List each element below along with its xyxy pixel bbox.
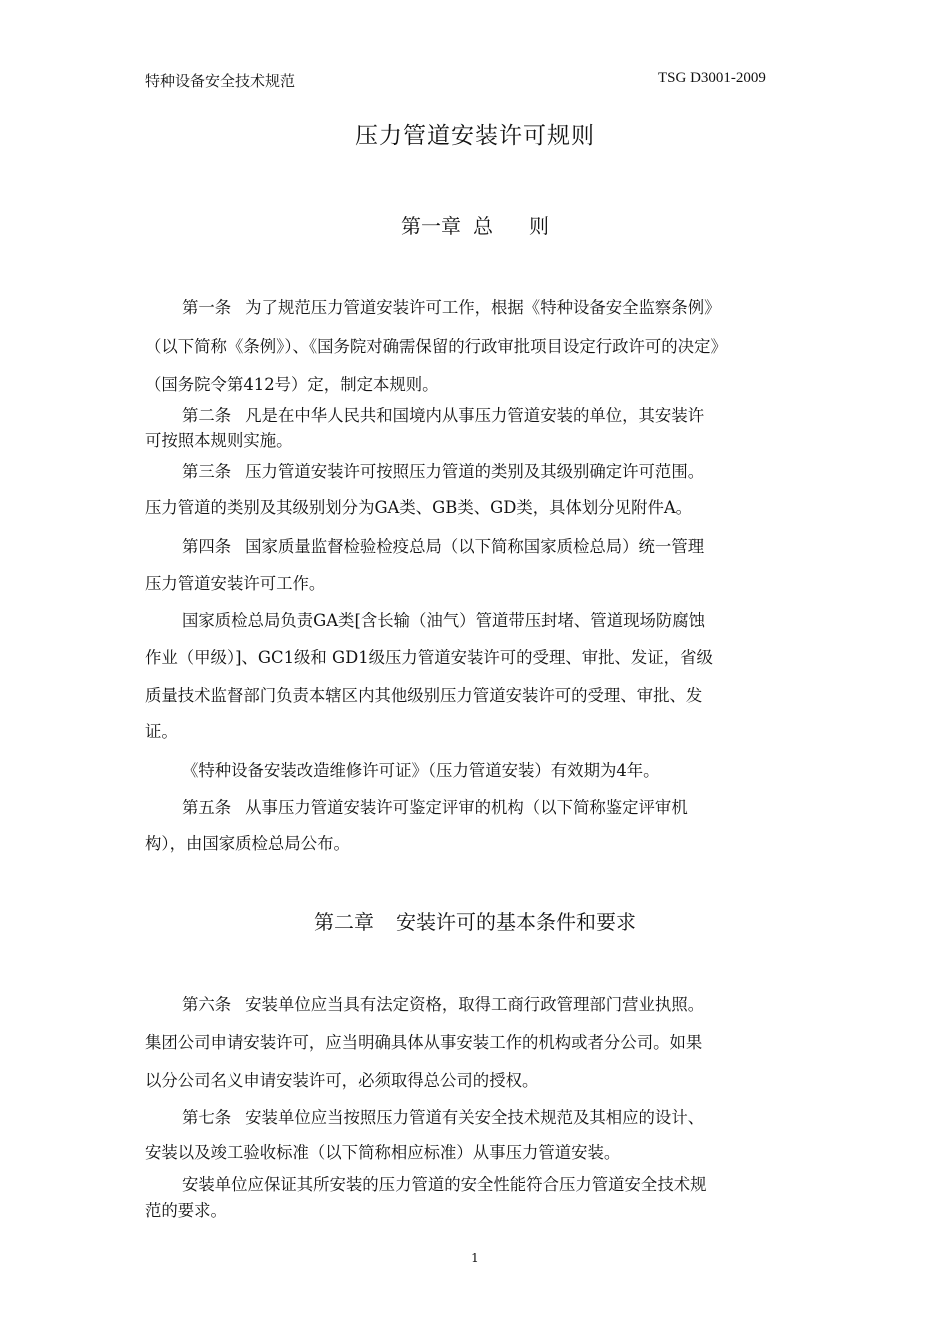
article-4-line-1 (182, 533, 704, 557)
chapter-1-heading (0, 210, 950, 239)
article-7-text-1: 安装单位应当按照压力管道有关安全技术规范及其相应的设计、 (245, 1108, 705, 1127)
article-4-para3-line-1: 《特种设备安装改造维修许可证》（压力管道安装）有效期为4年。 (182, 761, 660, 780)
article-4-para2-line-4: 证。 (145, 722, 178, 741)
article-5-line-1 (182, 794, 688, 818)
article-4-label: 第四条 (182, 537, 232, 556)
chapter-1-title-b: 则 (529, 214, 549, 238)
article-3-text-1: 压力管道安装许可按照压力管道的类别及其级别确定许可范围。 (245, 462, 705, 481)
article-7-para2-line-1: 安装单位应保证其所安装的压力管道的安全性能符合压力管道安全技术规 (182, 1175, 707, 1194)
article-2-line-2: 可按照本规则实施。 (145, 431, 293, 450)
article-4-para2-line-1: 国家质检总局负责GA类[含长输（油气）管道带压封堵、管道现场防腐蚀 (182, 611, 706, 630)
document-title: 压力管道安装许可规则 (355, 123, 595, 149)
chapter-2-title: 安装许可的基本条件和要求 (396, 910, 636, 934)
article-6-label: 第六条 (182, 995, 232, 1014)
article-1-line-1 (182, 294, 721, 318)
chapter-2-heading (0, 906, 950, 935)
article-6-line-2: 集团公司申请安装许可，应当明确具体从事安装工作的机构或者分公司。如果 (145, 1033, 703, 1052)
article-7-para2-line-2: 范的要求。 (145, 1201, 227, 1220)
article-7-line-2: 安装以及竣工验收标准（以下简称相应标准）从事压力管道安装。 (145, 1143, 621, 1162)
page-header-right: TSG D3001-2009 (658, 70, 766, 86)
article-1-line-2: （以下简称《条例》）、《国务院对确需保留的行政审批项目设定行政许可的决定》 (145, 337, 727, 356)
article-3-line-2: 压力管道的类别及其级别划分为GA类、GB类、GD类，具体划分见附件A。 (145, 498, 693, 517)
article-7-label: 第七条 (182, 1108, 232, 1127)
chapter-1-title-a: 总 (473, 214, 493, 238)
article-4-line-2: 压力管道安装许可工作。 (145, 574, 326, 593)
page-header-left: 特种设备安全技术规范 (145, 72, 296, 90)
article-3-line-1 (182, 458, 704, 482)
article-6-text-1: 安装单位应当具有法定资格，取得工商行政管理部门营业执照。 (245, 995, 705, 1014)
page-number: 1 (471, 1251, 479, 1265)
chapter-1-number: 第一章 (401, 214, 461, 238)
article-4-para2-line-2: 作业（甲级）]、GC1级和 GD1级压力管道安装许可的受理、审批、发证，省级 (145, 648, 713, 667)
article-7-line-1 (182, 1104, 704, 1128)
article-3-label: 第三条 (182, 462, 232, 481)
article-4-text-1: 国家质量监督检验检疫总局（以下简称国家质检总局）统一管理 (245, 537, 705, 556)
article-2-label: 第二条 (182, 406, 232, 425)
article-2-line-1 (182, 402, 704, 426)
article-6-line-3: 以分公司名义申请安装许可，必须取得总公司的授权。 (145, 1071, 539, 1090)
article-2-text-1: 凡是在中华人民共和国境内从事压力管道安装的单位，其安装许 (245, 406, 705, 425)
article-5-text-1: 从事压力管道安装许可鉴定评审的机构（以下简称鉴定评审机 (245, 798, 688, 817)
article-6-line-1 (182, 991, 704, 1015)
article-5-label: 第五条 (182, 798, 232, 817)
article-5-line-2: 构），由国家质检总局公布。 (145, 834, 350, 853)
chapter-2-number: 第二章 (314, 910, 374, 934)
article-1-line-3: （国务院令第412号）定，制定本规则。 (145, 375, 439, 394)
article-4-para2-line-3: 质量技术监督部门负责本辖区内其他级别压力管道安装许可的受理、审批、发 (145, 686, 703, 705)
article-1-text-1: 为了规范压力管道安装许可工作，根据《特种设备安全监察条例》 (245, 298, 721, 317)
article-1-label: 第一条 (182, 298, 232, 317)
